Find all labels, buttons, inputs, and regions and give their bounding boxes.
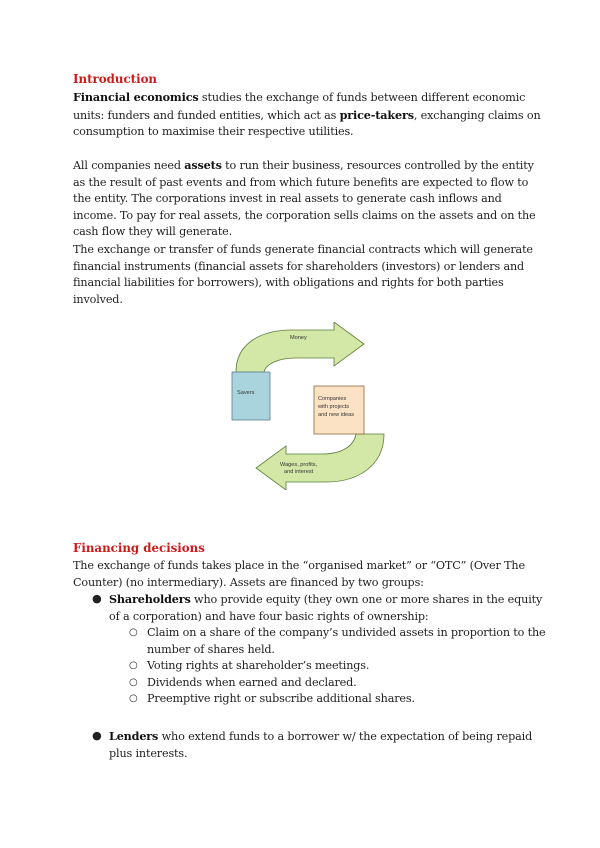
bullet-icon: ● (92, 729, 102, 742)
lenders-list (73, 728, 553, 762)
introduction-heading: Introduction (73, 72, 158, 86)
companies-label-line1: Companies (318, 396, 347, 402)
right-item: ○ Voting rights at shareholder’s meetings. (73, 658, 553, 675)
term-lenders: Lenders (109, 729, 159, 743)
list-item-shareholders: ● Shareholders who provide equity (they own one or more shares in the equity of a corporation) and have four basic rights of ownership: (92, 592, 543, 623)
money-arrow (236, 322, 364, 372)
circle-bullet-icon: ○ (129, 627, 138, 638)
circle-bullet-icon: ○ (129, 660, 138, 671)
term-shareholders: Shareholders (109, 592, 191, 606)
wages-label-line2: and interest (284, 469, 314, 475)
intro-paragraph-2: All companies need assets to run their business, resources controlled by the entity as the result of past events and from which future benefits are expected to flow to the entity. The corporations invest in real assets to generate cash inflows and income. To pay for real assets, the corporation sells claims on the assets and on the cash flow they will generate. (73, 158, 536, 238)
funds-flow-diagram (230, 322, 390, 490)
wages-arrow (256, 434, 384, 490)
term-financial-economics: Financial economics (73, 90, 199, 104)
companies-label-line3: and new ideas (318, 412, 355, 418)
financing-paragraph: The exchange of funds takes place in the “organised market” or “OTC” (Over The Counter) (no intermediary). Assets are financed by two groups: (73, 559, 525, 589)
savers-label: Savers (237, 390, 255, 396)
right-item: ○ Claim on a share of the company’s undivided assets in proportion to the number of shares held. (129, 626, 546, 656)
intro-paragraph-1: Financial economics studies the exchange of funds between different economic units: funders and funded entities, which act as price-takers, exchanging claims on consumption to maximise their respective utilities. (73, 90, 541, 138)
intro-paragraph-3: The exchange or transfer of funds generate financial contracts which will generate financial instruments (financial assets for shareholders (investors) or lenders and financial liabilities for borrowers), with obligations and rights for both parties involved. (73, 243, 533, 306)
right-item: ○ Dividends when earned and declared. (73, 675, 553, 692)
funders-list (73, 591, 553, 708)
right-item: ○ Preemptive right or subscribe additional shares. (73, 691, 553, 708)
wages-label-line1: Wages, profits, (280, 462, 318, 468)
list-item-lenders: ● Lenders who extend funds to a borrower w/ the expectation of being repaid plus interests. (92, 729, 533, 760)
bullet-icon: ● (92, 592, 102, 605)
savers-box (232, 372, 270, 420)
money-label: Money (290, 335, 307, 341)
companies-label-line2: with projects (318, 404, 350, 410)
circle-bullet-icon: ○ (129, 676, 138, 688)
companies-box (314, 386, 364, 434)
circle-bullet-icon: ○ (129, 693, 138, 704)
term-assets: assets (184, 158, 222, 172)
term-price-takers: price-takers (339, 107, 414, 122)
financing-decisions-heading: Financing decisions (73, 541, 205, 555)
funds-flow-svg (230, 322, 390, 490)
